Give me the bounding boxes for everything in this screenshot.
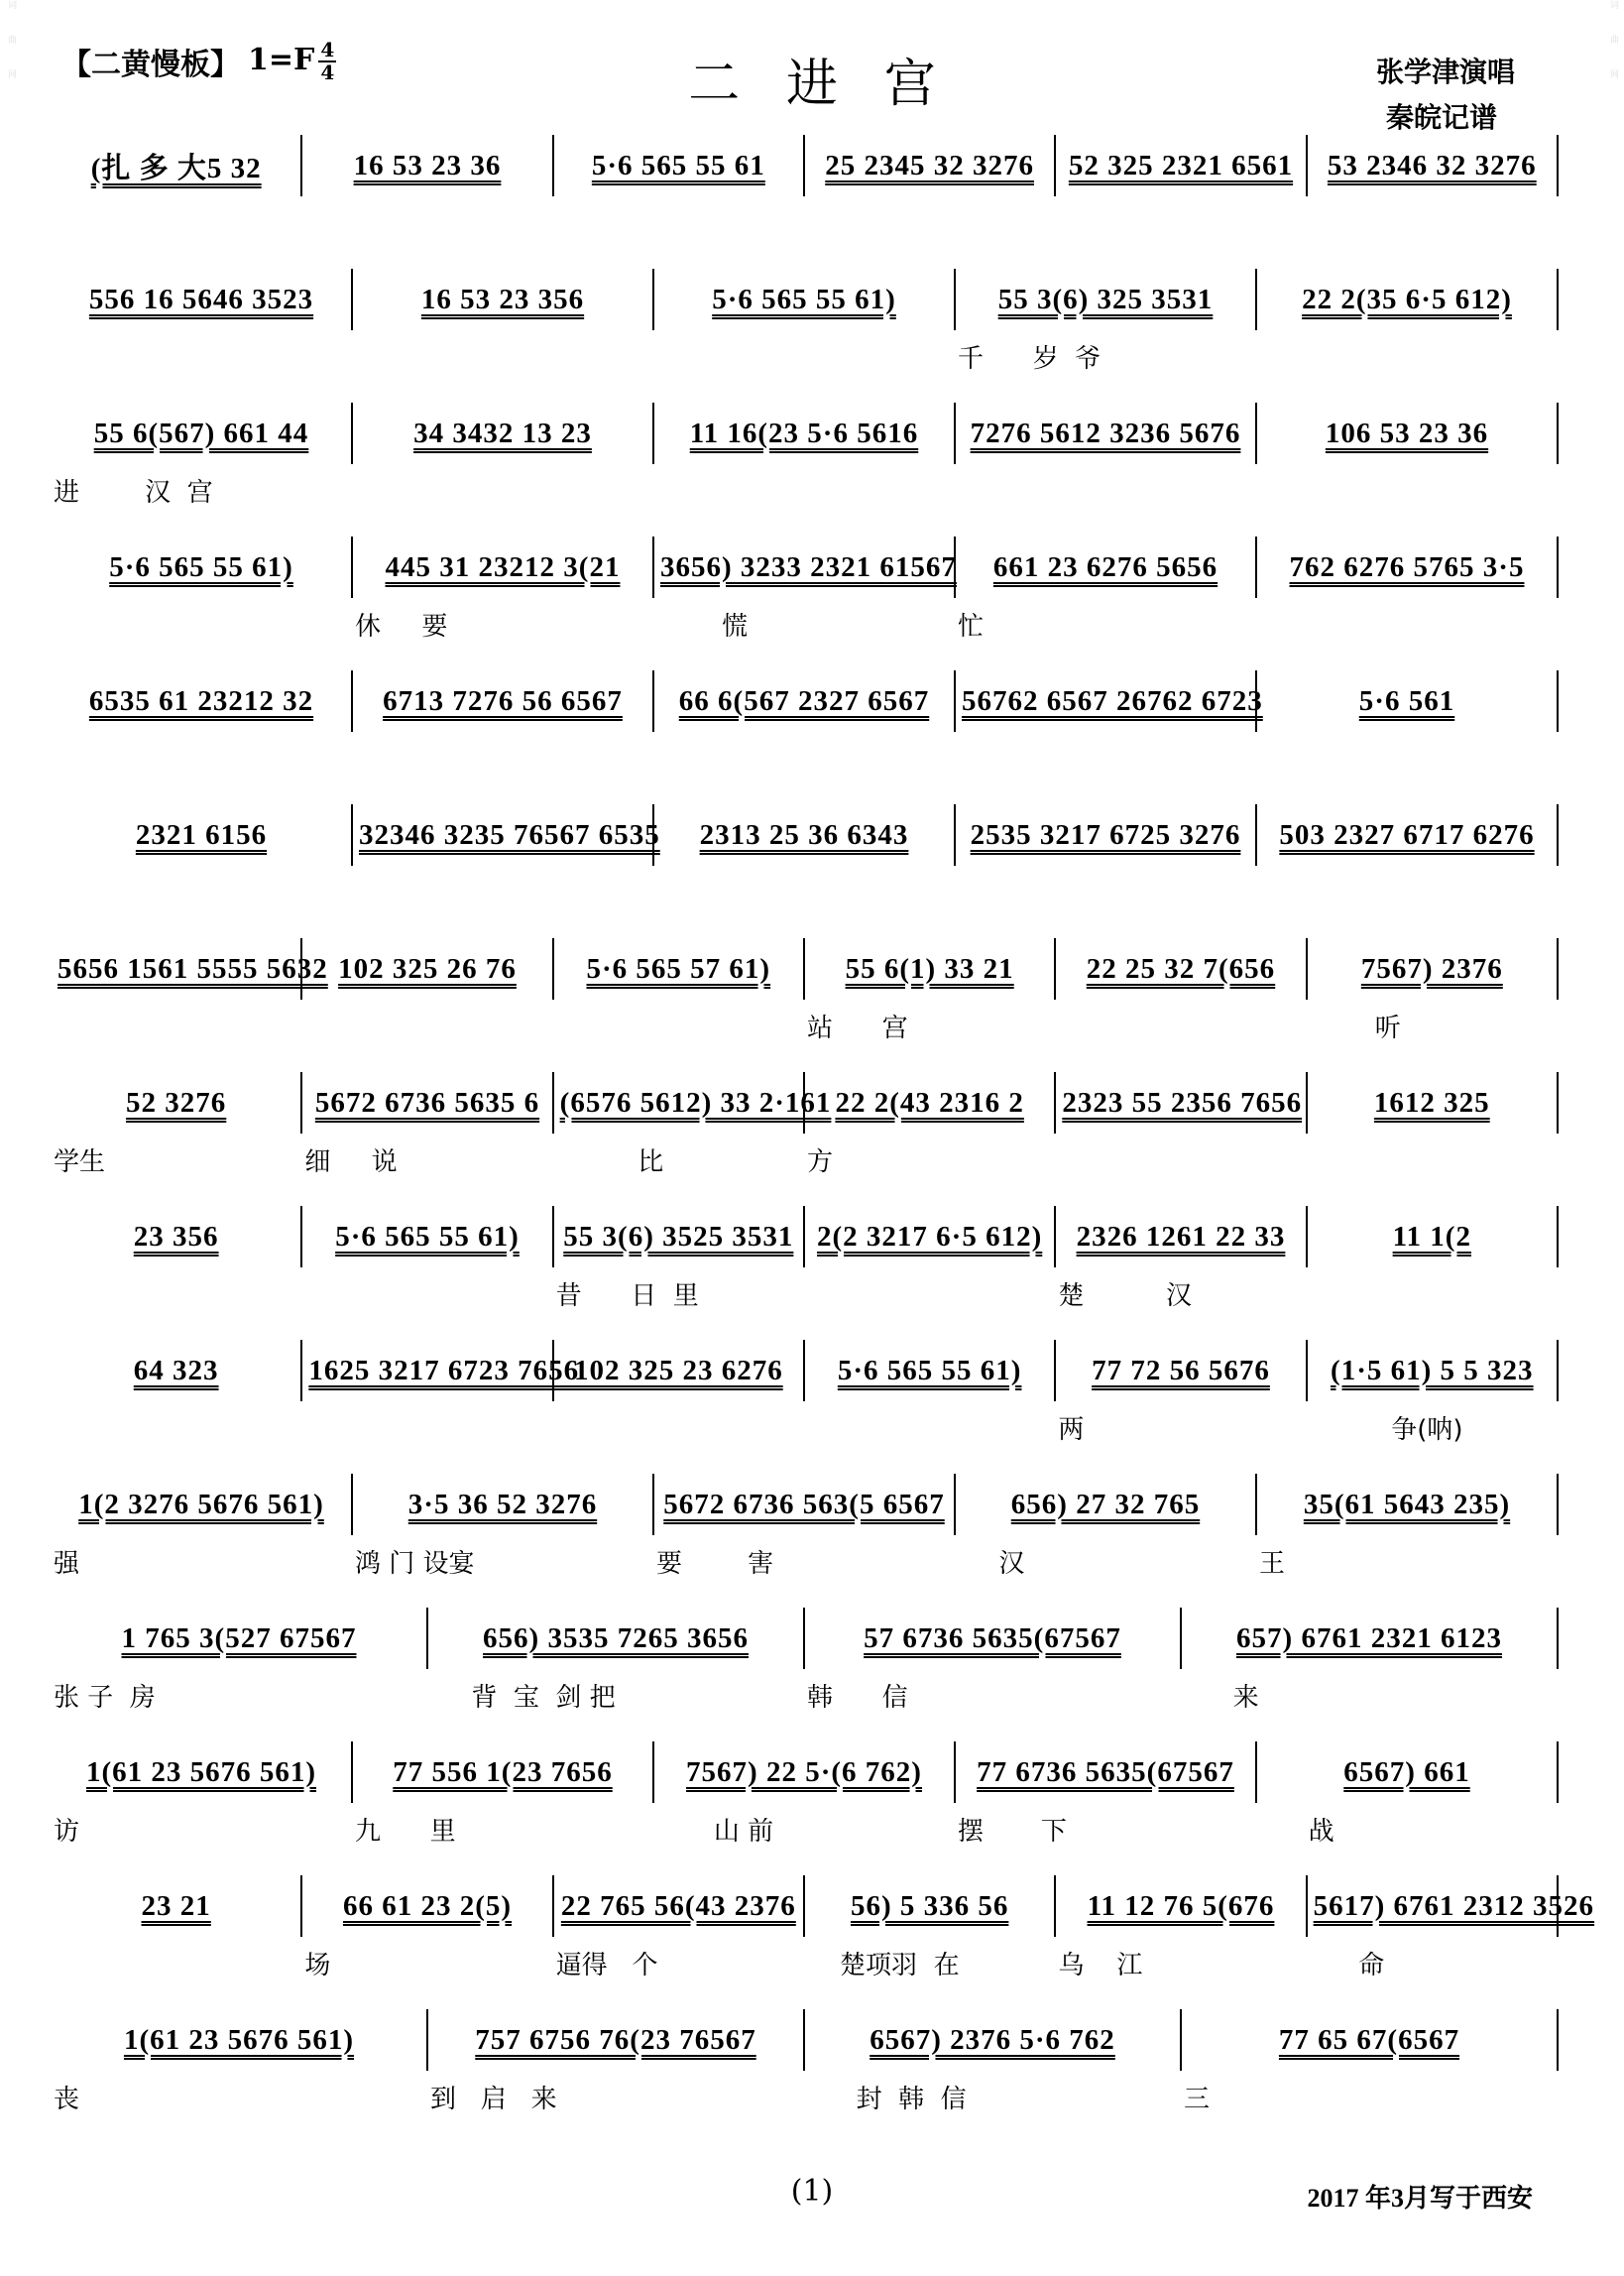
measure-notes: 56762 6567 26762 6723 xyxy=(962,684,1263,717)
lyric-text: 摆 下 xyxy=(958,1817,1067,1847)
measure-row xyxy=(52,269,1559,330)
lyric-text xyxy=(1056,204,1307,244)
measure xyxy=(52,2009,428,2071)
lyric-text xyxy=(805,1275,1056,1315)
measure-notes: 656) 27 32 765 xyxy=(1010,1488,1201,1520)
lyric-text: 进 汉 宫 xyxy=(54,478,213,508)
measure-notes: 22 25 32 7(656 xyxy=(1086,952,1276,985)
measure xyxy=(654,1474,956,1535)
measure-notes: 56) 5 336 56 xyxy=(850,1889,1009,1922)
lyrics-row xyxy=(52,1275,1559,1315)
measure xyxy=(1056,1340,1307,1401)
measure-notes: (扎 多 大5 32 xyxy=(90,152,262,184)
measure-notes: 66 61 23 2(5) xyxy=(342,1889,513,1922)
measure xyxy=(1056,1875,1307,1937)
measure-notes: 757 6756 76(23 76567 xyxy=(475,2023,756,2056)
measure xyxy=(52,804,353,866)
lyrics-row xyxy=(52,472,1559,512)
measure xyxy=(654,403,956,464)
measure-notes: 64 323 xyxy=(133,1354,219,1386)
lyric-text xyxy=(1308,1141,1559,1181)
measure-notes: 34 3432 13 23 xyxy=(413,417,592,449)
lyric-text xyxy=(52,1008,302,1047)
measure xyxy=(554,938,805,1000)
lyric-text xyxy=(52,606,353,646)
lyric-text xyxy=(1257,874,1559,913)
measure xyxy=(956,804,1257,866)
measure xyxy=(52,670,353,732)
measure xyxy=(1308,1072,1559,1134)
measure xyxy=(353,403,654,464)
lyric-text: 细 说 xyxy=(304,1147,398,1177)
lyric-text xyxy=(353,874,654,913)
measure xyxy=(1056,1072,1307,1134)
measure-notes: 6567) 2376 5·6 762 xyxy=(870,2023,1115,2056)
lyrics-row xyxy=(52,1409,1559,1449)
measure xyxy=(956,403,1257,464)
measure-notes: 77 556 1(23 7656 xyxy=(393,1755,613,1788)
measure xyxy=(353,269,654,330)
measure xyxy=(1257,1741,1559,1803)
measure xyxy=(1308,938,1559,1000)
measure-notes: 3·5 36 52 3276 xyxy=(407,1488,598,1520)
measure xyxy=(1257,269,1559,330)
measure xyxy=(302,1340,580,1401)
measure xyxy=(554,135,805,196)
score-system xyxy=(52,1608,1559,1741)
measure xyxy=(956,269,1257,330)
lyric-text: 昔 日 里 xyxy=(555,1281,699,1311)
lyric-text xyxy=(52,338,353,378)
lyric-text xyxy=(52,874,353,913)
lyric-text xyxy=(554,1008,805,1047)
measure-notes: 6713 7276 56 6567 xyxy=(383,684,623,717)
measure xyxy=(302,938,553,1000)
measure-notes: 22 765 56(43 2376 xyxy=(560,1889,796,1922)
lyric-text: 张 子 房 xyxy=(54,1683,156,1713)
lyric-text: 强 xyxy=(54,1549,80,1579)
lyric-text: 王 xyxy=(1259,1549,1286,1579)
measure xyxy=(805,938,1056,1000)
measure-notes: 5·6 565 55 61) xyxy=(335,1220,520,1253)
score-system xyxy=(52,670,1559,804)
measure xyxy=(52,1072,302,1134)
measure-notes: 5617) 6761 2312 3526 xyxy=(1313,1889,1595,1922)
lyric-text: 鸿 门 设宴 xyxy=(355,1549,475,1579)
score-system xyxy=(52,403,1559,537)
measure-row xyxy=(52,135,1559,196)
measure xyxy=(1182,1608,1559,1669)
measure-notes: 5672 6736 5635 6 xyxy=(314,1086,540,1119)
score-system xyxy=(52,1875,1595,2009)
measure xyxy=(1308,1875,1595,1937)
measure-notes: 102 325 23 6276 xyxy=(573,1354,783,1386)
measure xyxy=(428,1608,805,1669)
lyric-text: 访 xyxy=(54,1817,80,1847)
lyric-text xyxy=(654,338,956,378)
lyric-text: 方 xyxy=(806,1147,833,1177)
lyrics-row xyxy=(52,874,1559,913)
lyric-text: 站 宫 xyxy=(806,1014,908,1043)
measure xyxy=(302,1875,553,1937)
measure-notes: 2(2 3217 6·5 612) xyxy=(817,1220,1043,1253)
lyric-text xyxy=(1308,204,1559,244)
measure xyxy=(1308,1206,1559,1267)
lyrics-row xyxy=(52,204,1559,244)
lyric-text: 争(呐) xyxy=(1309,1415,1463,1445)
lyric-text: 封 韩 信 xyxy=(807,2085,967,2114)
lyric-text xyxy=(302,1008,553,1047)
score-system xyxy=(52,1072,1559,1206)
time-denominator: 4 xyxy=(320,60,335,84)
measure-notes: 5·6 565 55 61) xyxy=(109,550,293,583)
measure xyxy=(52,1741,353,1803)
lyric-text: 山 前 xyxy=(656,1817,774,1847)
lyric-text xyxy=(1308,1275,1559,1315)
watermark-right: 词曲网 xyxy=(1608,0,1618,104)
lyric-text: 忙 xyxy=(958,612,985,642)
measure xyxy=(654,804,956,866)
lyric-text: 来 xyxy=(1184,1683,1259,1713)
lyric-text: 楚 汉 xyxy=(1058,1281,1192,1311)
measure xyxy=(1257,1474,1559,1535)
measure xyxy=(805,135,1056,196)
measure xyxy=(353,1474,654,1535)
lyric-text xyxy=(302,204,553,244)
measure-row xyxy=(52,403,1559,464)
measure xyxy=(654,1741,956,1803)
lyric-text: 休 要 xyxy=(355,612,448,642)
score-system xyxy=(52,2009,1559,2143)
measure xyxy=(654,269,956,330)
measure xyxy=(956,1474,1257,1535)
measure-notes: 5672 6736 563(5 6567 xyxy=(663,1488,945,1520)
lyric-text xyxy=(654,740,956,779)
lyric-text: 场 xyxy=(304,1951,331,1980)
lyric-text xyxy=(353,740,654,779)
measure xyxy=(1308,1340,1559,1401)
measure-notes: 55 3(6) 325 3531 xyxy=(997,283,1214,315)
measure-notes: 77 72 56 5676 xyxy=(1092,1354,1270,1386)
lyrics-row xyxy=(52,1677,1559,1717)
measure-notes: 3656) 3233 2321 61567 xyxy=(660,550,957,583)
measure-row xyxy=(52,1474,1559,1535)
measure-notes: 102 325 26 76 xyxy=(338,952,517,985)
measure xyxy=(805,1608,1182,1669)
measure xyxy=(302,1072,553,1134)
lyric-text xyxy=(956,740,1257,779)
lyric-text xyxy=(805,204,1056,244)
measure-notes: 5·6 565 55 61) xyxy=(712,283,896,315)
measure-notes: 55 6(567) 661 44 xyxy=(93,417,309,449)
measure xyxy=(52,1608,428,1669)
score-system xyxy=(52,1741,1559,1875)
lyric-text: 慌 xyxy=(656,612,749,642)
measure xyxy=(52,938,328,1000)
measure xyxy=(1308,135,1559,196)
transcriber-credit: 秦皖记谱 xyxy=(1385,101,1497,134)
measure xyxy=(554,1072,832,1134)
measure-row xyxy=(52,1608,1559,1669)
measure xyxy=(805,1072,1056,1134)
measure-notes: 66 6(567 2327 6567 xyxy=(678,684,930,717)
measure-notes: 661 23 6276 5656 xyxy=(992,550,1218,583)
lyric-text: 比 xyxy=(555,1147,664,1177)
measure-notes: 7567) 2376 xyxy=(1360,952,1503,985)
measure-notes: 6567) 661 xyxy=(1343,1755,1470,1788)
lyric-text: 三 xyxy=(1184,2085,1211,2114)
lyric-text xyxy=(1056,1141,1307,1181)
measure-row xyxy=(52,670,1559,732)
measure-notes: 2326 1261 22 33 xyxy=(1076,1220,1286,1253)
measure xyxy=(1257,537,1559,598)
time-numerator: 4 xyxy=(320,38,335,61)
measure-notes: 23 356 xyxy=(133,1220,219,1253)
measure-notes: 1612 325 xyxy=(1373,1086,1490,1119)
lyric-text xyxy=(554,1409,805,1449)
lyric-text xyxy=(554,204,805,244)
measure xyxy=(554,1340,805,1401)
footer-date: 2017 年3月写于西安 xyxy=(1307,2184,1533,2213)
measure-notes: 7276 5612 3236 5676 xyxy=(970,417,1241,449)
tempo-marking: 【二黄慢板】 xyxy=(61,48,240,82)
page-number: (1) xyxy=(790,2174,834,2209)
measure xyxy=(353,537,654,598)
lyric-text: 丧 xyxy=(54,2085,80,2114)
measure-notes: 2323 55 2356 7656 xyxy=(1062,1086,1303,1119)
lyric-text: 千 岁 爷 xyxy=(958,344,1102,374)
lyric-text xyxy=(1257,606,1559,646)
lyric-text: 九 里 xyxy=(355,1817,456,1847)
lyric-text: 两 xyxy=(1058,1415,1085,1445)
measure xyxy=(956,1741,1257,1803)
measure xyxy=(654,670,956,732)
measure xyxy=(956,670,1263,732)
measure-row xyxy=(52,1741,1559,1803)
measure-notes: 445 31 23212 3(21 xyxy=(385,550,621,583)
measure-notes: 22 2(43 2316 2 xyxy=(835,1086,1024,1119)
lyrics-row xyxy=(52,338,1559,378)
lyric-text xyxy=(1056,1008,1307,1047)
measure-notes: 2321 6156 xyxy=(135,818,268,851)
lyric-text xyxy=(805,1409,1056,1449)
measure-row xyxy=(52,1206,1559,1267)
measure-notes: 2535 3217 6725 3276 xyxy=(970,818,1241,851)
measure xyxy=(654,537,956,598)
score-system xyxy=(52,537,1559,670)
measure-notes: 5656 1561 5555 5632 xyxy=(58,952,328,985)
measure-notes: 25 2345 32 3276 xyxy=(825,149,1035,181)
measure-notes: 556 16 5646 3523 xyxy=(88,283,314,315)
lyrics-row xyxy=(52,1543,1559,1583)
lyric-text xyxy=(1257,740,1559,779)
lyric-text: 命 xyxy=(1309,1951,1385,1980)
lyric-text: 楚项羽 在 xyxy=(806,1951,960,1980)
lyrics-row xyxy=(52,2079,1559,2118)
measure-notes: 5·6 565 55 61 xyxy=(591,149,765,181)
measure-notes: 52 3276 xyxy=(126,1086,227,1119)
measure xyxy=(1056,938,1307,1000)
lyric-text: 听 xyxy=(1309,1014,1401,1043)
lyric-text xyxy=(52,1945,302,1984)
lyric-text: 汉 xyxy=(958,1549,1025,1579)
measure-notes: 55 6(1) 33 21 xyxy=(845,952,1014,985)
measure xyxy=(805,1875,1056,1937)
measure-notes: (6576 5612) 33 2·161 xyxy=(559,1086,832,1119)
measure xyxy=(52,403,353,464)
lyric-text: 乌 江 xyxy=(1058,1951,1143,1980)
measure xyxy=(805,1340,1056,1401)
lyric-text: 背 宝 剑 把 xyxy=(430,1683,616,1713)
measure-notes: 6535 61 23212 32 xyxy=(88,684,314,717)
measure-notes: 23 21 xyxy=(141,1889,211,1922)
measure xyxy=(52,537,353,598)
measure-notes: 55 3(6) 3525 3531 xyxy=(563,1220,794,1253)
measure-notes: 1(61 23 5676 561) xyxy=(123,2023,355,2056)
singer-credit: 张学津演唱 xyxy=(1375,56,1515,88)
measure-notes: 57 6736 5635(67567 xyxy=(864,1621,1121,1654)
measure xyxy=(52,1875,302,1937)
measure-notes: 656) 3535 7265 3656 xyxy=(483,1621,749,1654)
score-system xyxy=(52,804,1559,938)
measure xyxy=(554,1875,805,1937)
measure xyxy=(805,1206,1056,1267)
score-system xyxy=(52,1474,1559,1608)
credits xyxy=(1376,50,1515,141)
measure xyxy=(52,1206,302,1267)
measure-notes: 762 6276 5765 3·5 xyxy=(1289,550,1525,583)
score-system xyxy=(52,1206,1559,1340)
measure-row xyxy=(52,537,1559,598)
measure-notes: 1 765 3(527 67567 xyxy=(121,1621,357,1654)
measure xyxy=(52,135,302,196)
measure-notes: 106 53 23 36 xyxy=(1325,417,1489,449)
measure xyxy=(353,1741,654,1803)
measure-notes: 1(61 23 5676 561) xyxy=(85,1755,317,1788)
measure xyxy=(353,804,660,866)
lyric-text xyxy=(302,1409,553,1449)
measure xyxy=(52,1474,353,1535)
measure-notes: 16 53 23 36 xyxy=(353,149,502,181)
measure-notes: 1625 3217 6723 7656 xyxy=(308,1354,580,1386)
measure xyxy=(1056,135,1307,196)
measure-notes: 657) 6761 2321 6123 xyxy=(1236,1621,1502,1654)
measure-notes: 1(2 3276 5676 561) xyxy=(78,1488,324,1520)
measure-notes: (1·5 61) 5 5 323 xyxy=(1331,1354,1534,1386)
measure xyxy=(353,670,654,732)
measure-notes: 77 6736 5635(67567 xyxy=(977,1755,1234,1788)
score-system xyxy=(52,1340,1559,1474)
lyrics-row xyxy=(52,1008,1559,1047)
lyric-text xyxy=(52,740,353,779)
watermark-left: 词曲网 xyxy=(6,0,16,104)
lyric-text: 学生 xyxy=(54,1147,106,1177)
lyric-text xyxy=(302,1275,553,1315)
measure xyxy=(956,537,1257,598)
measure-notes: 5·6 565 57 61) xyxy=(586,952,771,985)
page-title: 二进宫 xyxy=(688,55,983,114)
measure-row xyxy=(52,1875,1595,1937)
lyric-text xyxy=(353,472,654,512)
measure-notes: 5·6 565 55 61) xyxy=(837,1354,1022,1386)
lyrics-row xyxy=(52,1945,1559,1984)
measure-notes: 22 2(35 6·5 612) xyxy=(1302,283,1512,315)
measure-row xyxy=(52,1072,1559,1134)
measure xyxy=(428,2009,805,2071)
measure-notes: 77 65 67(6567 xyxy=(1278,2023,1460,2056)
lyric-text: 韩 信 xyxy=(807,1683,908,1713)
measure-notes: 11 12 76 5(676 xyxy=(1087,1889,1275,1922)
measure xyxy=(302,135,553,196)
measure-notes: 503 2327 6717 6276 xyxy=(1279,818,1535,851)
score-system xyxy=(52,269,1559,403)
lyric-text xyxy=(52,204,302,244)
lyric-text: 要 害 xyxy=(656,1549,774,1579)
measure xyxy=(1056,1206,1307,1267)
lyric-text: 战 xyxy=(1259,1817,1334,1847)
measure-row xyxy=(52,2009,1559,2071)
lyric-text xyxy=(353,338,654,378)
measure xyxy=(1257,670,1559,732)
measure xyxy=(1182,2009,1559,2071)
measure-row xyxy=(52,804,1559,866)
measure xyxy=(1257,804,1559,866)
measure xyxy=(805,2009,1182,2071)
lyrics-row xyxy=(52,1141,1559,1181)
measure-notes: 53 2346 32 3276 xyxy=(1327,149,1537,181)
lyric-text xyxy=(956,472,1257,512)
lyrics-row xyxy=(52,1811,1559,1851)
measure-notes: 35(61 5643 235) xyxy=(1303,1488,1511,1520)
measure xyxy=(52,1340,302,1401)
measure xyxy=(1257,403,1559,464)
measure-notes: 52 325 2321 6561 xyxy=(1068,149,1294,181)
measure-notes: 16 53 23 356 xyxy=(420,283,585,315)
lyric-text xyxy=(52,1275,302,1315)
measure-row xyxy=(52,1340,1559,1401)
lyric-text xyxy=(654,472,956,512)
measure xyxy=(554,1206,805,1267)
lyric-text: 逼得 个 xyxy=(555,1951,658,1980)
score-system xyxy=(52,938,1559,1072)
measure-notes: 7567) 22 5·(6 762) xyxy=(686,1755,922,1788)
lyric-text xyxy=(1257,472,1559,512)
lyrics-row xyxy=(52,740,1559,779)
measure-notes: 32346 3235 76567 6535 xyxy=(359,818,660,851)
lyric-text xyxy=(52,1409,302,1449)
lyric-text: 到 启 来 xyxy=(430,2085,557,2114)
measure-notes: 2313 25 36 6343 xyxy=(699,818,909,851)
score-system xyxy=(52,135,1559,269)
lyric-text xyxy=(654,874,956,913)
measure-notes: 5·6 561 xyxy=(1358,684,1455,717)
measure-notes: 11 16(23 5·6 5616 xyxy=(689,417,919,449)
key-text: 1=F xyxy=(248,43,315,77)
lyric-text xyxy=(1257,338,1559,378)
measure xyxy=(302,1206,553,1267)
lyrics-row xyxy=(52,606,1559,646)
measure xyxy=(52,269,353,330)
lyric-text xyxy=(956,874,1257,913)
score-body xyxy=(52,135,1595,2143)
measure-row xyxy=(52,938,1559,1000)
measure-notes: 11 1(2 xyxy=(1392,1220,1471,1253)
